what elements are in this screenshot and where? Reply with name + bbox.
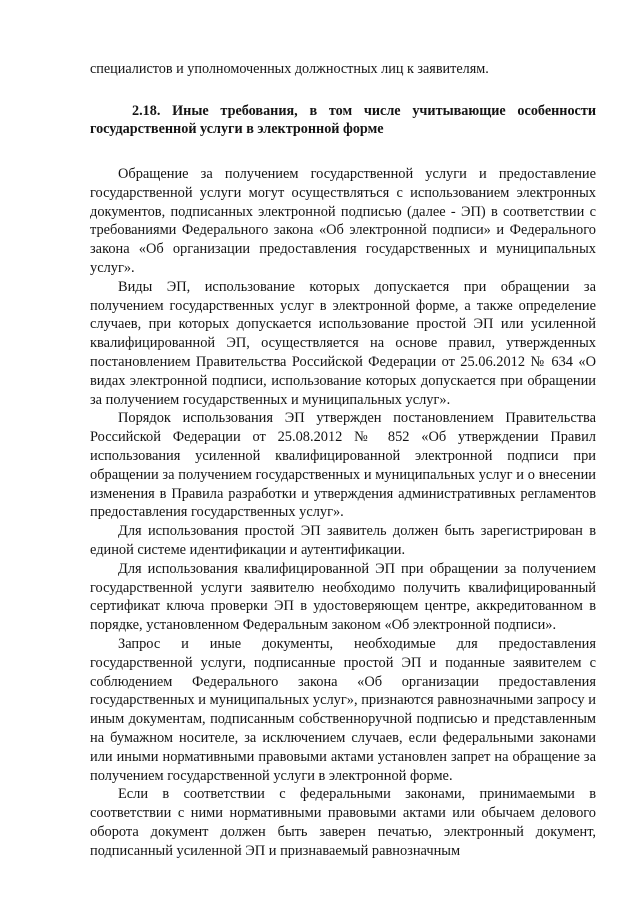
paragraph: Обращение за получением государственной услуги и предоставление государственной услуги могут осуществляться с использованием электронных документов, подписанных электронной подписью (далее - ЭП) в соответствии с требованиями Федерального закона «Об электронной подписи» и Федерального закона «Об организации предоставления государственных и муниципальных услуг». [90,166,596,276]
document-body [90,165,596,860]
paragraph: Если в соответствии с федеральными законами, принимаемыми в соответствии с ними нормативными правовыми актами или обычаем делового оборота документ должен быть заверен печатью, электронный документ, подписанный усиленной ЭП и признаваемый равнозначным [90,786,596,859]
paragraph: Виды ЭП, использование которых допускается при обращении за получением государственных услуг в электронной форме, а также определение случаев, при которых допускается использование простой ЭП или усиленной квалифицированной ЭП, осуществляется на основе правил, утвержденных постановлением Правительства Российской Федерации от 25.06.2012 № 634 «О видах электронной подписи, использование которых допускается при обращении за получением государственных и муниципальных услуг». [90,278,596,408]
paragraph: Порядок использования ЭП утвержден постановлением Правительства Российской Федерации от 25.08.2012 № 852 «Об утверждении Правил использования усиленной квалифицированной электронной подписи при обращении за получением государственных и муниципальных услуг и о внесении изменения в Правила разработки и утверждения административных регламентов предоставления государственных услуг». [90,410,596,521]
paragraph: Запрос и иные документы, необходимые для предоставления государственной услуги, подписанные простой ЭП и поданные заявителем с соблюдением Федерального закона «Об организации предоставления государственных и муниципальных услуг», признаются равнозначными запросу и иным документам, подписанным собственноручной подписью и представленным на бумажном носителе, за исключением случаев, если федеральными законами или иными нормативными правовыми актами установлен запрет на обращение за получением государственной услуги в электронной форме. [90,635,596,784]
continued-text-line: специалистов и уполномоченных должностных лиц к заявителям. [90,61,489,77]
section-heading: 2.18. Иные требования, в том числе учитывающие особенности государственной услуги в электронной форме [90,103,596,137]
paragraph: Для использования простой ЭП заявитель должен быть зарегистрирован в единой системе идентификации и аутентификации. [90,523,596,558]
paragraph: Для использования квалифицированной ЭП при обращении за получением государственной услуги заявителю необходимо получить квалифицированный сертификат ключа проверки ЭП в удостоверяющем центре, аккредитованном в порядке, установленном Федеральным законом «Об электронной подписи». [90,560,596,634]
